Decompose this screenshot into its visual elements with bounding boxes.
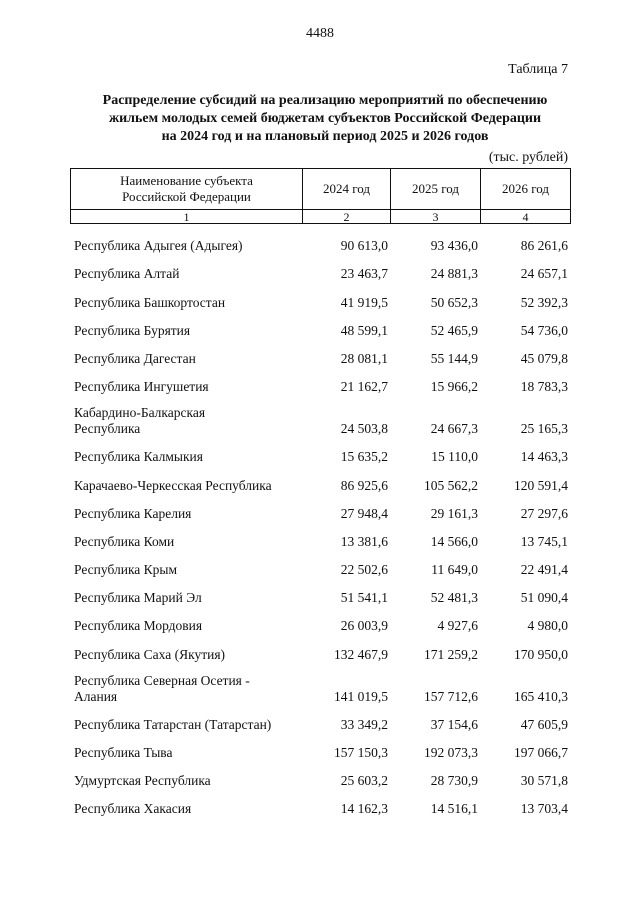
region-name-line: Республика Башкортостан — [74, 294, 226, 310]
value-cell-2026: 86 261,6 — [520, 238, 568, 254]
region-name-line: Республика Бурятия — [74, 322, 191, 338]
title-line: жильем молодых семей бюджетам субъектов Российской Федерации — [108, 111, 542, 126]
value-cell-2026: 51 090,4 — [520, 590, 568, 606]
region-name-cell — [70, 733, 302, 761]
table-row — [70, 367, 570, 395]
document-title — [60, 92, 590, 146]
value-cell-2026: 47 605,9 — [520, 716, 568, 732]
value-cell-2024: 86 925,6 — [340, 477, 388, 493]
table-row — [70, 437, 570, 465]
page-number: 4488 — [306, 26, 334, 41]
region-name-cell — [70, 226, 302, 254]
value-cell-2026: 22 491,4 — [520, 562, 568, 578]
region-name-line: Республика Ингушетия — [74, 379, 209, 395]
region-name-line: Республика Алтай — [74, 266, 180, 282]
table-row — [70, 705, 570, 733]
title-line: Распределение субсидий на реализацию мероприятий по обеспечению — [102, 93, 548, 108]
region-name-cell — [70, 578, 302, 606]
table-row — [70, 465, 570, 493]
column-index: 1 — [71, 210, 303, 224]
value-cell-2026: 45 079,8 — [520, 350, 568, 366]
region-name-cell — [70, 550, 302, 578]
value-cell-2026: 165 410,3 — [514, 688, 568, 704]
column-header-name — [71, 169, 303, 210]
value-cell-2025: 171 259,2 — [424, 646, 478, 662]
value-cell-2026: 13 703,4 — [520, 801, 568, 817]
table-row — [70, 494, 570, 522]
value-cell-2024: 41 919,5 — [340, 294, 388, 310]
region-name-cell — [70, 789, 302, 817]
region-name-line: Республика Хакасия — [74, 801, 192, 817]
region-name-cell — [70, 395, 302, 437]
value-cell-2025: 29 161,3 — [430, 505, 478, 521]
value-cell-2024: 26 003,9 — [340, 618, 388, 634]
table-row — [70, 395, 570, 437]
region-name-cell — [70, 761, 302, 789]
table-row — [70, 606, 570, 634]
value-cell-2025: 55 144,9 — [430, 350, 478, 366]
table-row — [70, 550, 570, 578]
units-label: (тыс. рублей) — [488, 150, 568, 165]
value-cell-2024: 25 603,2 — [340, 773, 388, 789]
value-cell-2024: 22 502,6 — [340, 562, 388, 578]
table-row — [70, 578, 570, 606]
value-cell-2026: 54 736,0 — [520, 322, 568, 338]
value-cell-2024: 132 467,9 — [334, 646, 388, 662]
value-cell-2025: 105 562,2 — [424, 477, 478, 493]
region-name-line: Республика Тыва — [74, 745, 173, 760]
value-cell-2024: 23 463,7 — [340, 266, 388, 282]
region-name-line: Республика Марий Эл — [74, 590, 202, 606]
region-name-line: Республика — [74, 421, 141, 437]
title-line: на 2024 год и на плановый период 2025 и 2026 годов — [161, 129, 489, 144]
region-name-cell — [70, 705, 302, 733]
table-row — [70, 339, 570, 367]
column-index: 3 — [391, 210, 481, 224]
column-header-line: Наименование субъекта — [120, 173, 253, 188]
column-header-2025: 2025 год — [391, 169, 481, 210]
column-index: 2 — [303, 210, 391, 224]
value-cell-2024: 14 162,3 — [340, 801, 388, 817]
value-cell-2026: 120 591,4 — [514, 477, 568, 493]
region-name-cell — [70, 634, 302, 662]
region-name-line: Кабардино-Балкарская — [74, 405, 206, 421]
table-row — [70, 311, 570, 339]
value-cell-2025: 37 154,6 — [430, 716, 478, 732]
region-name-line: Республика Карелия — [74, 505, 192, 521]
value-cell-2025: 28 730,9 — [430, 773, 478, 789]
table-body — [70, 226, 570, 817]
column-header-2026: 2026 год — [481, 169, 571, 210]
region-name-cell — [70, 606, 302, 634]
region-name-line: Карачаево-Черкесская Республика — [74, 477, 272, 493]
table-row — [70, 254, 570, 282]
value-cell-2024: 28 081,1 — [340, 350, 388, 366]
region-name-line: Республика Татарстан (Татарстан) — [74, 716, 272, 732]
region-name-cell — [70, 254, 302, 282]
value-cell-2026: 4 980,0 — [527, 618, 568, 634]
value-cell-2025: 93 436,0 — [430, 238, 478, 254]
value-cell-2026: 170 950,0 — [514, 646, 568, 662]
value-cell-2024: 51 541,1 — [340, 590, 388, 606]
value-cell-2024: 33 349,2 — [340, 716, 388, 732]
region-name-cell — [70, 494, 302, 522]
table-row — [70, 789, 570, 817]
value-cell-2025: 24 667,3 — [430, 421, 478, 437]
region-name-line: Республика Мордовия — [74, 618, 203, 634]
region-name-cell — [70, 311, 302, 339]
column-index: 4 — [481, 210, 571, 224]
value-cell-2024: 21 162,7 — [340, 379, 388, 395]
column-header-2024: 2024 год — [303, 169, 391, 210]
region-name-line: Республика Крым — [74, 562, 178, 578]
value-cell-2025: 157 712,6 — [424, 688, 478, 704]
value-cell-2024: 15 635,2 — [340, 449, 388, 465]
value-cell-2026: 14 463,3 — [520, 449, 568, 465]
table-row — [70, 282, 570, 310]
value-cell-2025: 14 566,0 — [430, 533, 478, 549]
region-name-line: Удмуртская Республика — [74, 773, 211, 789]
value-cell-2025: 24 881,3 — [430, 266, 478, 282]
table-row — [70, 634, 570, 662]
value-cell-2024: 157 150,3 — [334, 745, 388, 760]
region-name-cell — [70, 282, 302, 310]
region-name-line: Республика Коми — [74, 533, 175, 549]
table-row — [70, 733, 570, 761]
region-name-cell — [70, 465, 302, 493]
table-row — [70, 663, 570, 705]
value-cell-2024: 13 381,6 — [340, 533, 388, 549]
region-name-line: Алания — [74, 688, 118, 704]
value-cell-2024: 24 503,8 — [340, 421, 388, 437]
value-cell-2026: 197 066,7 — [514, 745, 568, 760]
value-cell-2026: 52 392,3 — [520, 294, 568, 310]
value-cell-2026: 25 165,3 — [520, 421, 568, 437]
value-cell-2025: 192 073,3 — [424, 745, 478, 760]
region-name-cell — [70, 522, 302, 550]
region-name-line: Республика Саха (Якутия) — [74, 646, 226, 662]
table-row — [70, 226, 570, 254]
table-label: Таблица 7 — [508, 62, 568, 77]
value-cell-2025: 14 516,1 — [430, 801, 478, 817]
value-cell-2025: 15 110,0 — [431, 449, 478, 465]
region-name-line: Республика Северная Осетия - — [74, 672, 250, 688]
region-name-line: Республика Адыгея (Адыгея) — [74, 238, 243, 254]
value-cell-2025: 15 966,2 — [430, 379, 478, 395]
value-cell-2025: 4 927,6 — [437, 618, 478, 634]
region-name-cell — [70, 339, 302, 367]
region-name-cell — [70, 437, 302, 465]
value-cell-2026: 24 657,1 — [520, 266, 568, 282]
region-name-cell — [70, 663, 302, 705]
table-row — [70, 761, 570, 789]
value-cell-2025: 52 465,9 — [430, 322, 478, 338]
value-cell-2026: 27 297,6 — [520, 505, 568, 521]
value-cell-2025: 50 652,3 — [430, 294, 478, 310]
table-row — [70, 522, 570, 550]
value-cell-2024: 90 613,0 — [340, 238, 388, 254]
region-name-line: Республика Дагестан — [74, 350, 196, 366]
value-cell-2025: 52 481,3 — [430, 590, 478, 606]
column-header-line: Российской Федерации — [122, 189, 251, 204]
value-cell-2024: 141 019,5 — [334, 688, 388, 704]
value-cell-2026: 30 571,8 — [520, 773, 568, 789]
value-cell-2024: 27 948,4 — [340, 505, 388, 521]
value-cell-2026: 18 783,3 — [520, 379, 568, 395]
table-header — [70, 168, 571, 224]
value-cell-2025: 11 649,0 — [431, 562, 478, 578]
value-cell-2024: 48 599,1 — [340, 322, 388, 338]
region-name-line: Республика Калмыкия — [74, 449, 203, 465]
region-name-cell — [70, 367, 302, 395]
value-cell-2026: 13 745,1 — [520, 533, 568, 549]
